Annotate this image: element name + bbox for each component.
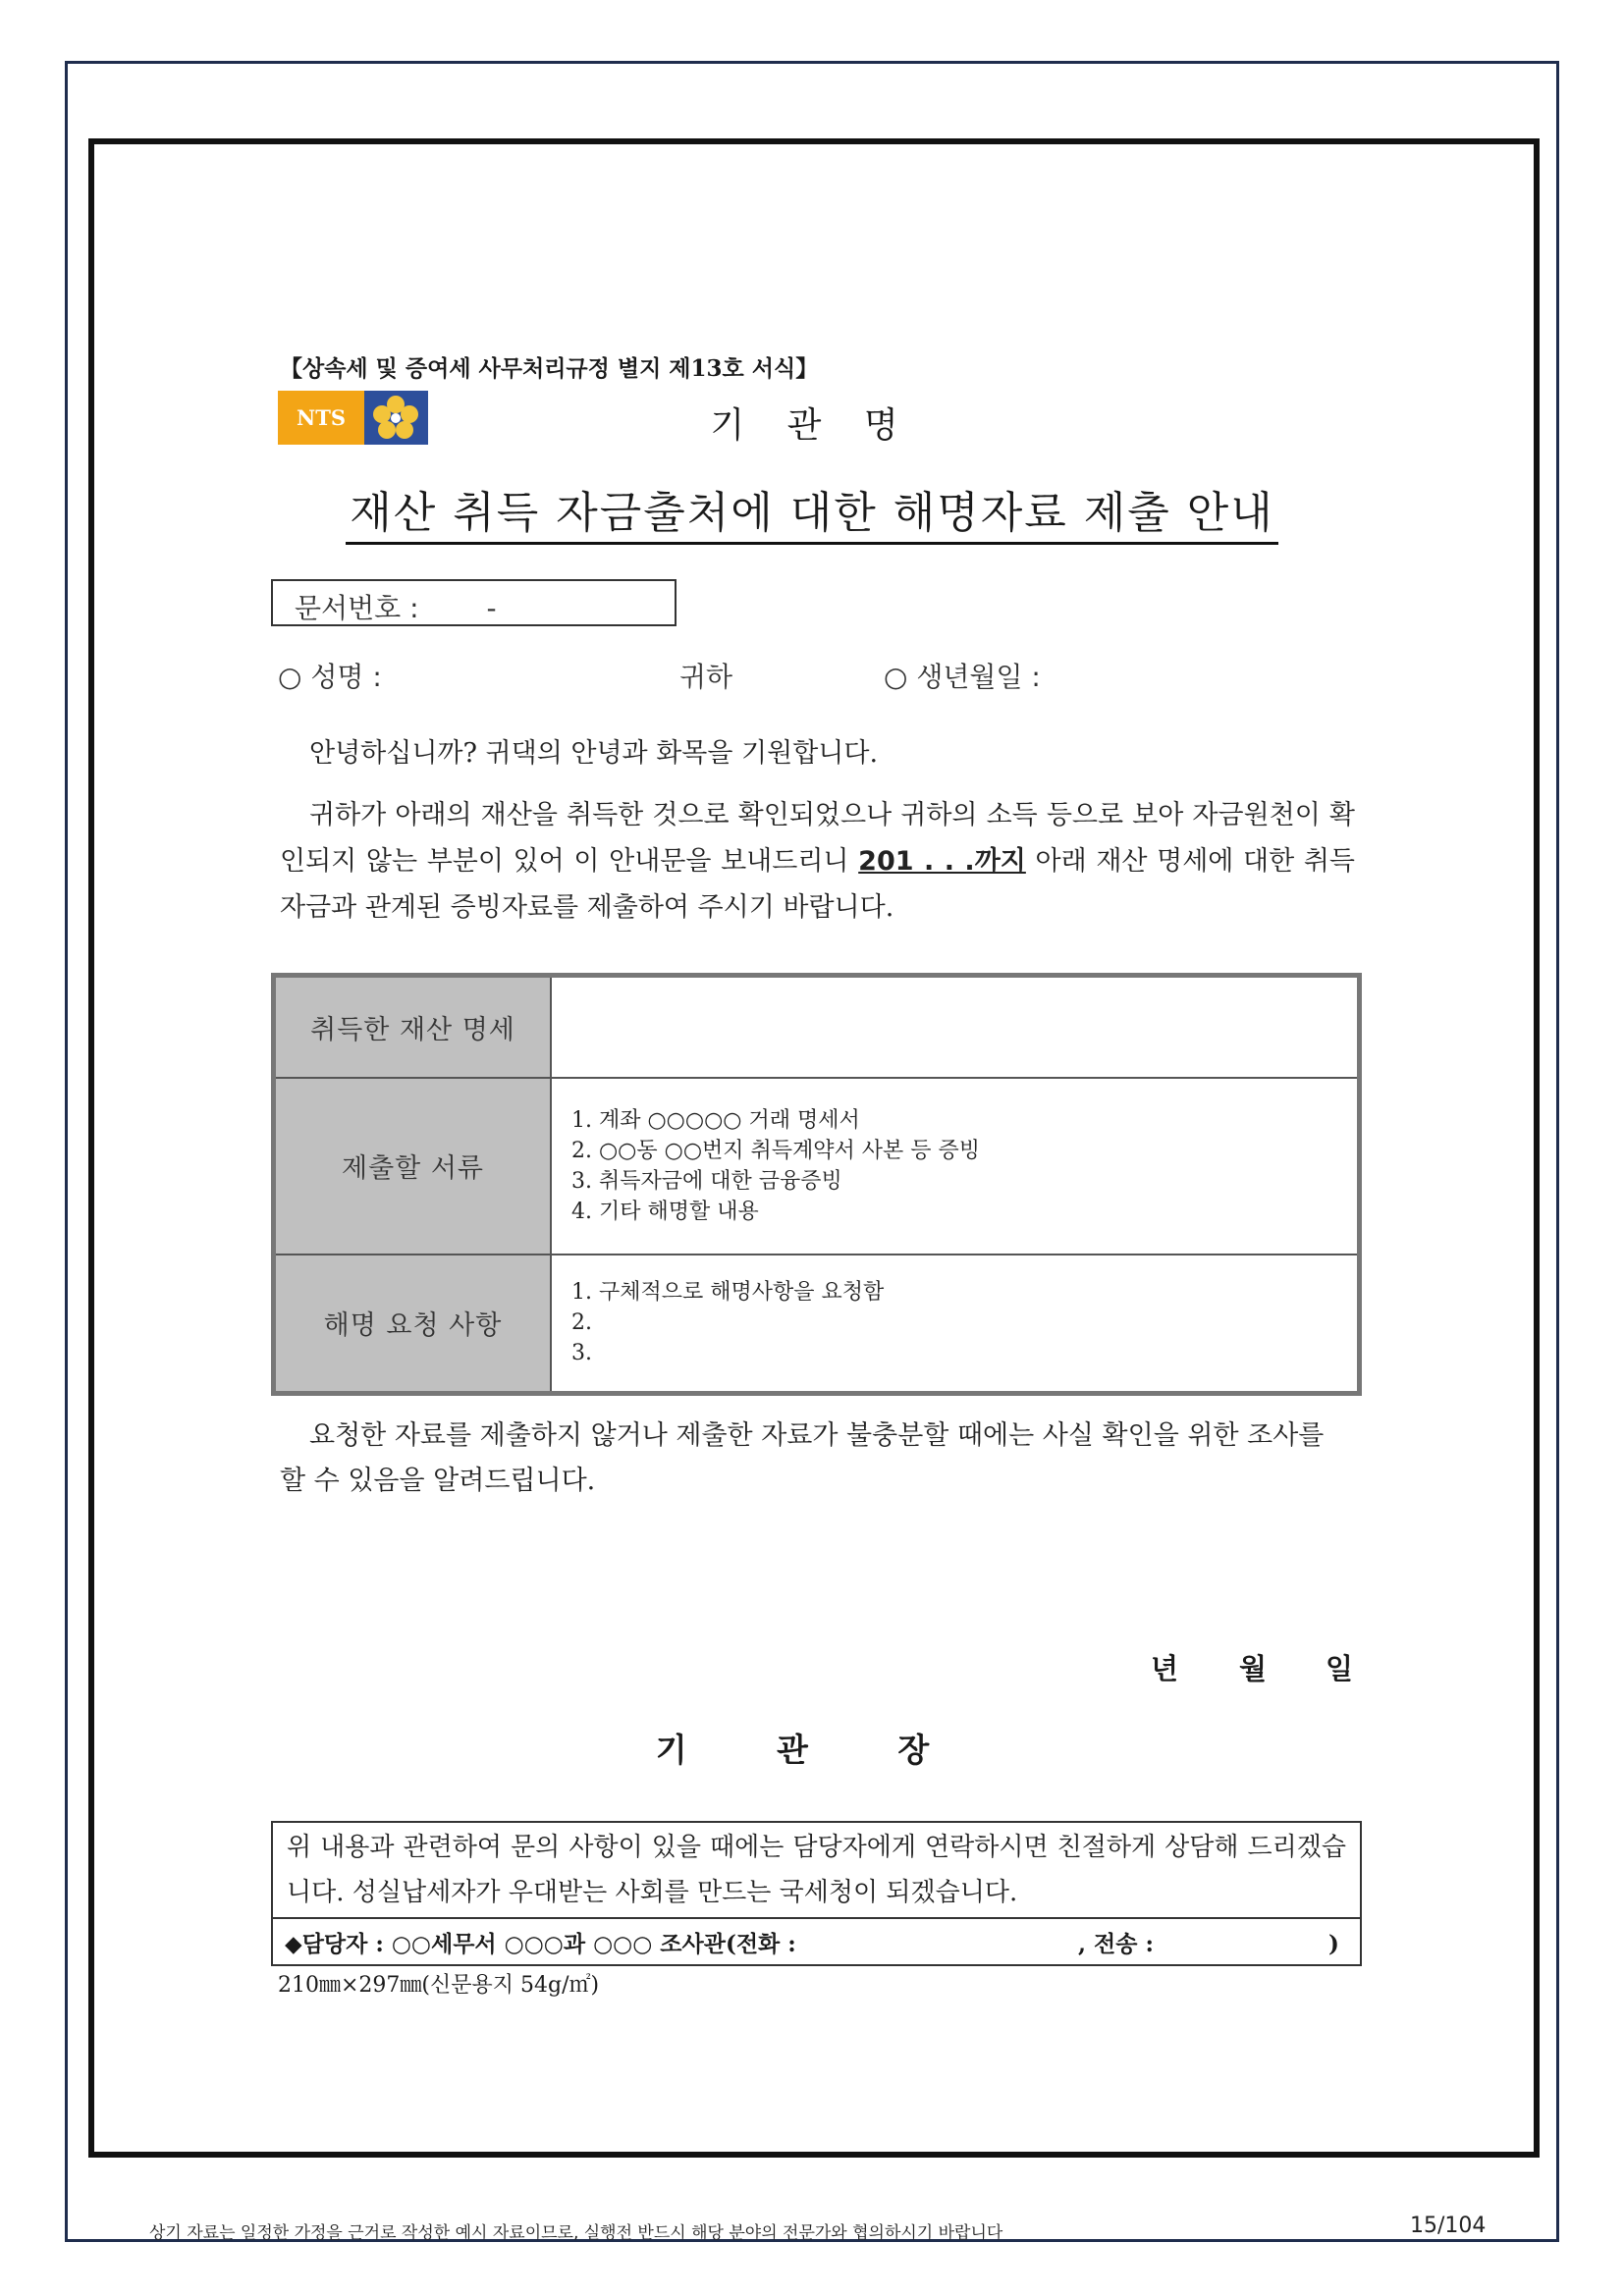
table-row <box>274 1078 1360 1255</box>
list-item: 2. <box>571 1310 592 1336</box>
contact-box <box>271 1821 1362 1966</box>
logo-text: NTS <box>278 391 364 445</box>
doc-number-label: 문서번호 : <box>295 592 419 624</box>
list-item: 4. 기타 해명할 내용 <box>571 1199 759 1224</box>
list-item: 3. <box>571 1341 592 1366</box>
notice-text: 요청한 자료를 제출하지 않거나 제출한 자료가 불충분할 때에는 사실 확인을 위한 조사를 할 수 있음을 알려드립니다. <box>280 1420 1325 1496</box>
row-content <box>551 976 1360 1078</box>
table-row <box>274 1255 1360 1394</box>
request-paragraph <box>280 792 1355 931</box>
document-title <box>0 477 1624 540</box>
row-label: 제출할 서류 <box>274 1078 552 1255</box>
doc-number-value: - <box>486 592 497 624</box>
row-label: 취득한 재산 명세 <box>274 976 552 1078</box>
request-table <box>271 973 1362 1396</box>
contact-close: ) <box>1328 1930 1339 1957</box>
birth-label: ○ 생년월일 : <box>884 661 1041 693</box>
list-item: 2. ○○동 ○○번지 취득계약서 사본 등 증빙 <box>571 1138 981 1163</box>
request-text-1: 귀하가 아래의 재산을 취득한 것으로 확인되었으나 귀하의 소득 등으로 보아 자금원천이 확인되지 않는 부분이 있어 이 안내문을 보내드리니 <box>280 800 1355 877</box>
contact-fax: , 전송 : <box>1078 1930 1154 1957</box>
list-item: 1. 계좌 ○○○○○ 거래 명세서 <box>571 1107 860 1133</box>
paper-size-note: 210㎜×297㎜(신문용지 54g/㎡) <box>278 1973 600 1998</box>
contact-person: ◆담당자 : ○○세무서 ○○○과 ○○○ 조사관(전화 : <box>285 1930 796 1957</box>
date-month: 월 <box>1239 1652 1268 1685</box>
notice-paragraph <box>280 1414 1355 1504</box>
request-text-2: 아래 재산 명세에 대한 취득자금과 관계된 증빙자료를 제출하여 주시기 바랍니다. <box>280 846 1355 923</box>
contact-message: 위 내용과 관련하여 문의 사항이 있을 때에는 담당자에게 연락하시면 친절하게 상담해 드리겠습니다. 성실납세자가 우대받는 사회를 만드는 국세청이 되겠습니다. <box>272 1822 1361 1918</box>
row-label: 해명 요청 사항 <box>274 1255 552 1394</box>
row-content <box>551 1255 1360 1394</box>
greeting: 안녕하십니까? 귀댁의 안녕과 화목을 기원합니다. <box>309 738 879 769</box>
name-label: ○ 성명 : <box>278 661 382 693</box>
list-item: 1. 구체적으로 해명사항을 요청함 <box>571 1280 885 1306</box>
honorific: 귀하 <box>679 661 733 693</box>
contact-person-row <box>272 1918 1361 1965</box>
head-title: 기 관 장 <box>655 1731 969 1769</box>
page-number: 15/104 <box>1410 2214 1487 2238</box>
doc-number-box <box>271 579 677 626</box>
date-year: 년 <box>1151 1652 1179 1685</box>
table-row <box>274 976 1360 1078</box>
date-day: 일 <box>1326 1652 1354 1685</box>
document-title-text: 재산 취득 자금출처에 대한 해명자료 제출 안내 <box>346 488 1278 545</box>
agency-name: 기 관 명 <box>710 405 914 446</box>
footer-disclaimer: 상기 자료는 일정한 가정을 근거로 작성한 예시 자료이므로, 실행전 반드시 해당 분야의 전문가와 협의하시기 바랍니다 <box>149 2223 1003 2243</box>
form-reference: 【상속세 및 증여세 사무처리규정 별지 제13호 서식】 <box>280 355 819 382</box>
row-content <box>551 1078 1360 1255</box>
list-item: 3. 취득자금에 대한 금융증빙 <box>571 1168 842 1194</box>
deadline: 201 . . .까지 <box>858 846 1026 877</box>
